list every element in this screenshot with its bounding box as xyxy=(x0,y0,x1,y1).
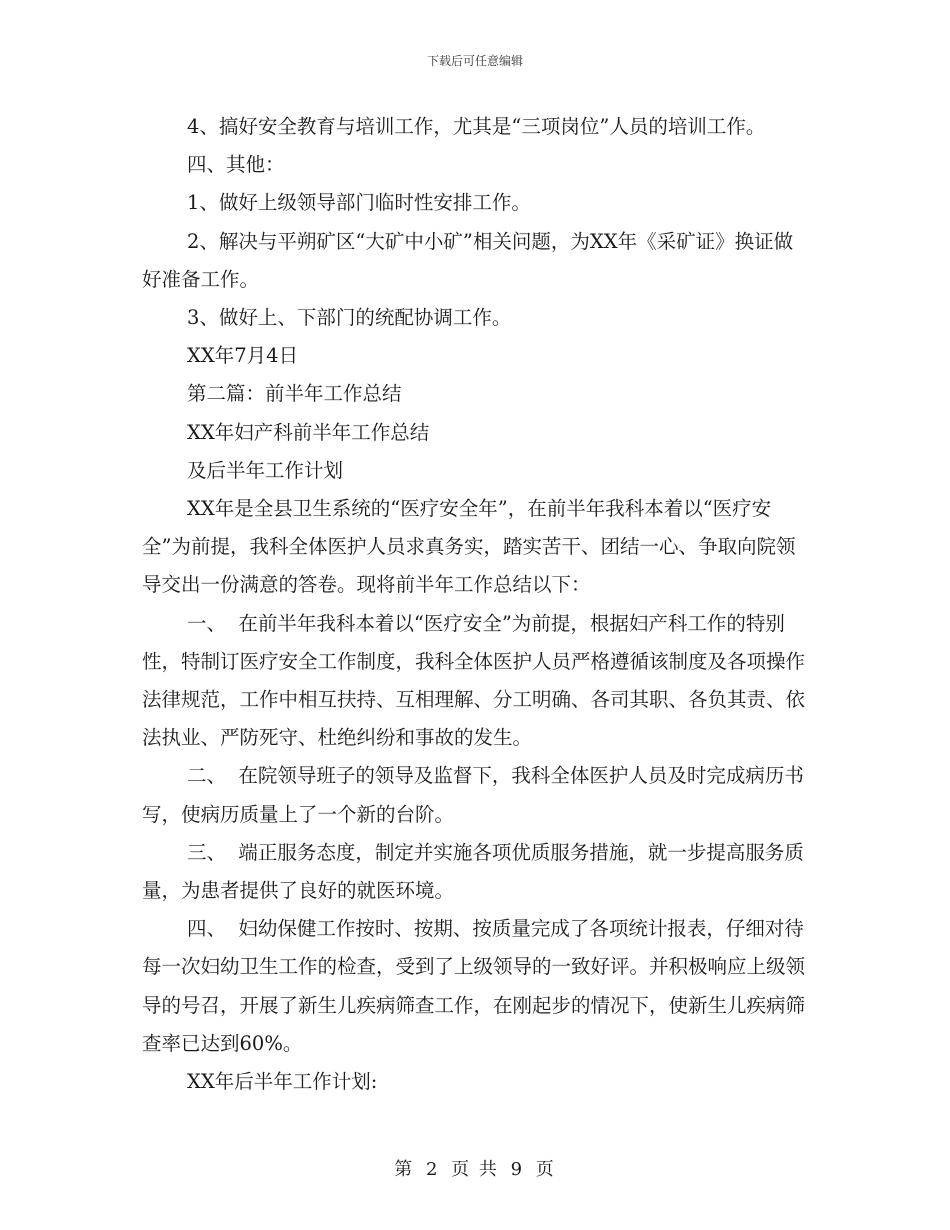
paragraph-8: XX年妇产科前半年工作总结 xyxy=(187,420,430,444)
document-body xyxy=(142,108,806,1101)
paragraph-11: 一、 在前半年我科本着以“医疗安全”为前提，根据妇产科工作的特别性，特制订医疗安全工作制度，我科全体医护人员严格遵循该制度及各项操作法律规范，工作中相互扶持、互相理解、分工明确、各司其职、各负其责、依法执业、严防死守、杜绝纠纷和事故的发生。 xyxy=(142,611,806,750)
paragraph-10: XX年是全县卫生系统的“医疗安全年”，在前半年我科本着以“医疗安全”为前提，我科全体医护人员求真务实，踏实苦干、团结一心、争取向院领导交出一份满意的答卷。现将前半年工作总结以下： xyxy=(142,497,796,597)
paragraph-7: 第二篇：前半年工作总结 xyxy=(187,382,402,406)
paragraph-14: 四、 妇幼保健工作按时、按期、按质量完成了各项统计报表，仔细对待每一次妇幼卫生工作的检查，受到了上级领导的一致好评。并积极响应上级领导的号召，开展了新生儿疾病筛查工作，在刚起步的情况下，使新生儿疾病筛查率已达到60%。 xyxy=(142,917,806,1055)
paragraph-5: 3、做好上、下部门的统配协调工作。 xyxy=(187,306,512,330)
footer-prefix: 第 xyxy=(394,1159,415,1180)
paragraph-4: 2、解决与平朔矿区“大矿中小矿”相关问题，为XX年《采矿证》换证做好准备工作。 xyxy=(142,229,794,291)
paragraph-15: XX年后半年工作计划: xyxy=(187,1070,378,1094)
footer-total-pages: 9 xyxy=(510,1159,525,1180)
paragraph-1: 4、搞好安全教育与培训工作，尤其是“三项岗位”人员的培训工作。 xyxy=(187,115,766,138)
footer-suffix: 页 xyxy=(535,1159,556,1180)
paragraph-3: 1、做好上级领导部门临时性安排工作。 xyxy=(187,191,531,215)
paragraph-2: 四、其他： xyxy=(187,153,285,177)
paragraph-9: 及后半年工作计划 xyxy=(187,458,344,482)
page-footer xyxy=(0,1155,950,1181)
page-header: 下载后可任意编辑 xyxy=(426,54,523,68)
paragraph-13: 三、 端正服务态度，制定并实施各项优质服务措施，就一步提高服务质量，为患者提供了良好的就医环境。 xyxy=(142,840,804,903)
footer-page-number: 2 xyxy=(425,1159,440,1180)
paragraph-12: 二、 在院领导班子的领导及监督下，我科全体医护人员及时完成病历书写，使病历质量上了一个新的台阶。 xyxy=(142,764,804,826)
footer-middle: 页 共 xyxy=(451,1159,499,1180)
paragraph-6: XX年7月4日 xyxy=(187,344,299,368)
